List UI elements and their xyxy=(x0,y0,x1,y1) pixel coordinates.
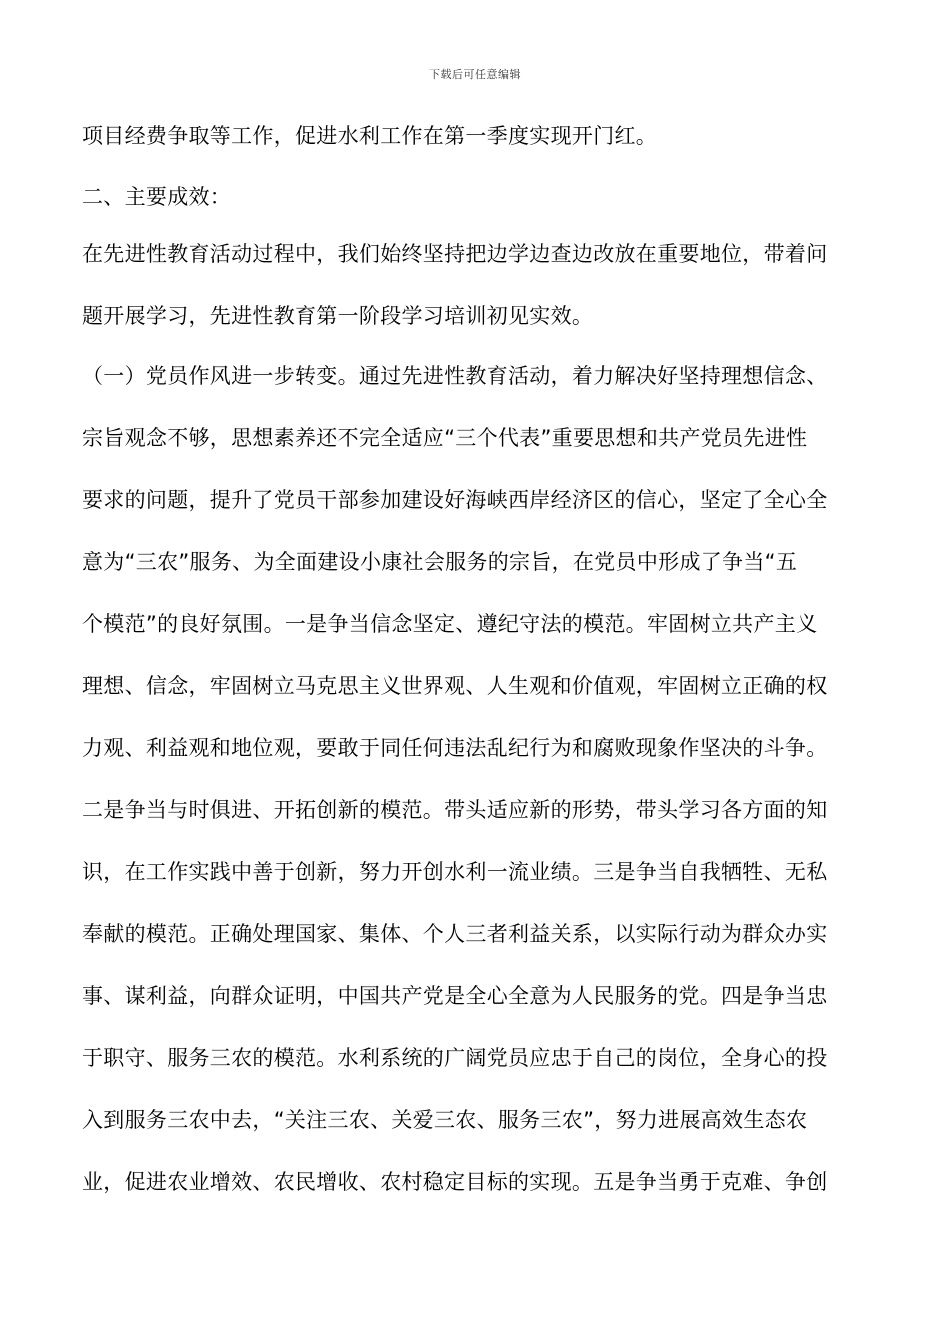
paragraph-line: 二是争当与时俱进、开拓创新的模范。带头适应新的形势，带头学习各方面的知 xyxy=(82,798,828,822)
paragraph-line: 识，在工作实践中善于创新，努力开创水利一流业绩。三是争当自我牺牲、无私 xyxy=(82,860,828,884)
paragraph-line: 项目经费争取等工作，促进水利工作在第一季度实现开门红。 xyxy=(82,124,658,148)
paragraph-line: 个模范”的良好氛围。一是争当信念坚定、遵纪守法的模范。牢固树立共产主义 xyxy=(82,612,818,636)
paragraph-line: 入到服务三农中去，“关注三农、关爱三农、服务三农”，努力进展高效生态农 xyxy=(82,1108,808,1132)
paragraph-line: 奉献的模范。正确处理国家、集体、个人三者利益关系，以实际行动为群众办实 xyxy=(82,922,828,946)
paragraph-line: 于职守、服务三农的模范。水利系统的广阔党员应忠于自己的岗位，全身心的投 xyxy=(82,1046,828,1070)
paragraph-line: 在先进性教育活动过程中，我们始终坚持把边学边查边改放在重要地位，带着问 xyxy=(82,242,828,266)
paragraph-line: 事、谋利益，向群众证明，中国共产党是全心全意为人民服务的党。四是争当忠 xyxy=(82,984,828,1008)
paragraph-line: 意为“三农”服务、为全面建设小康社会服务的宗旨，在党员中形成了争当“五 xyxy=(82,550,798,574)
paragraph-line: 题开展学习，先进性教育第一阶段学习培训初见实效。 xyxy=(82,304,594,328)
paragraph-line: 要求的问题，提升了党员干部参加建设好海峡西岸经济区的信心，坚定了全心全 xyxy=(82,488,828,512)
page-header: 下载后可任意编辑 xyxy=(429,68,521,81)
paragraph-line: 业，促进农业增效、农民增收、农村稳定目标的实现。五是争当勇于克难、争创 xyxy=(82,1170,828,1194)
paragraph-line: 力观、利益观和地位观，要敢于同任何违法乱纪行为和腐败现象作坚决的斗争。 xyxy=(82,736,828,760)
paragraph-line: 理想、信念，牢固树立马克思主义世界观、人生观和价值观，牢固树立正确的权 xyxy=(82,674,828,698)
paragraph-line: 宗旨观念不够，思想素养还不完全适应“三个代表”重要思想和共产党员先进性 xyxy=(82,426,808,450)
section-heading: 二、主要成效： xyxy=(82,185,232,209)
paragraph-line: （一）党员作风进一步转变。通过先进性教育活动，着力解决好坚持理想信念、 xyxy=(82,364,828,388)
